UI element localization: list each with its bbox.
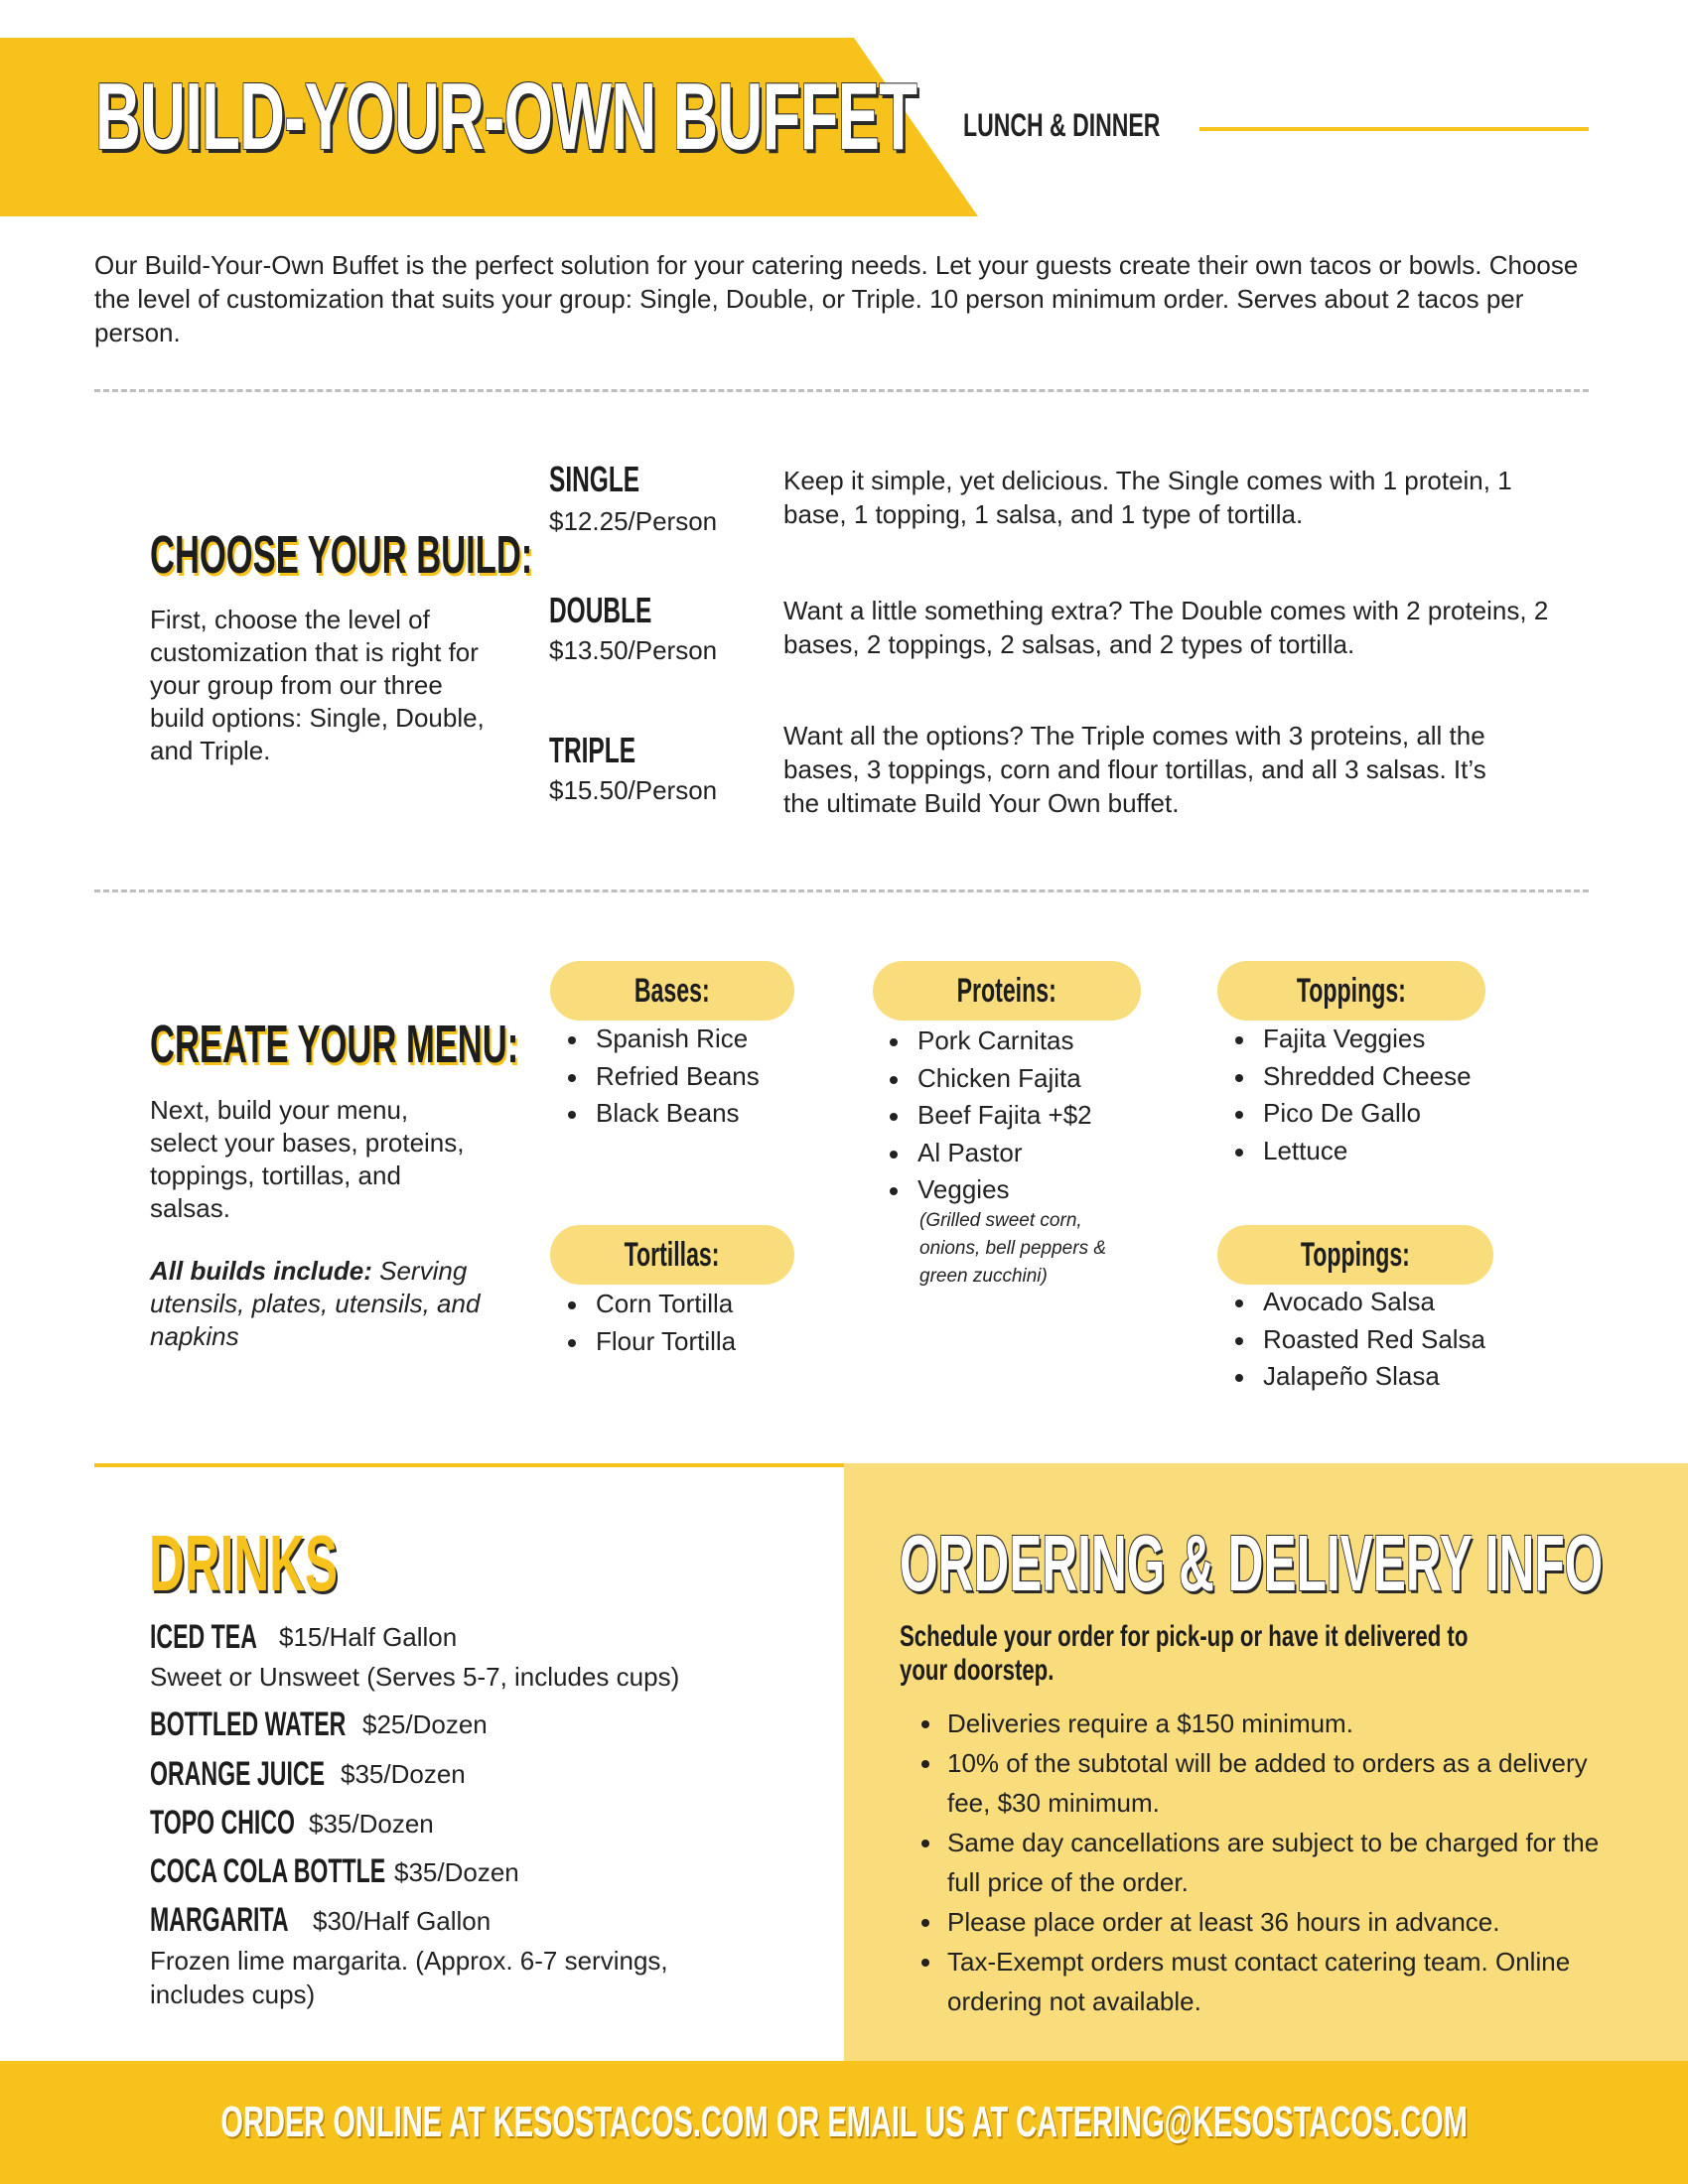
list-item: Flour Tortilla [550, 1323, 808, 1361]
footer-text: ORDER ONLINE AT KESOSTACOS.COM OR EMAIL US AT CATERING@KESOSTACOS.COM [220, 2098, 1468, 2146]
toppings-label: Toppings: [1296, 971, 1406, 1010]
tortillas-label: Tortillas: [625, 1235, 720, 1274]
list-item: Jalapeño Slasa [1217, 1358, 1515, 1396]
drink-name-bottled-water: BOTTLED WATER [150, 1706, 347, 1743]
bases-label: Bases: [634, 971, 710, 1010]
list-item: Deliveries require a $150 minimum. [900, 1704, 1610, 1743]
list-item: Tax-Exempt orders must contact catering team. Online ordering not available. [900, 1942, 1610, 2021]
build-desc-triple: Want all the options? The Triple comes with 3 proteins, all the bases, 3 toppings, corn and flour tortillas, and all 3 salsas. It’s the ultimate Build Your Own buffet. [783, 721, 1486, 818]
page-subtitle: LUNCH & DINNER [963, 107, 1161, 143]
choose-build-heading: CHOOSE YOUR BUILD: [150, 525, 533, 585]
drink-price-iced-tea: $15/Half Gallon [279, 1622, 458, 1652]
page-title: BUILD-YOUR-OWN BUFFET [95, 64, 917, 170]
ordering-lead: Schedule your order for pick-up or have it delivered to your doorstep. [900, 1620, 1469, 1687]
create-menu-note-text: Serving utensils, plates, utensils, and napkins [150, 1256, 481, 1351]
drink-price-topo-chico: $35/Dozen [309, 1809, 434, 1839]
veggies-note: (Grilled sweet corn, onions, bell peppers & green zucchini) [919, 1210, 1107, 1287]
drink-price-orange-juice: $35/Dozen [341, 1759, 466, 1789]
choose-build-text: First, choose the level of customization that is right for your group from our three build options: Single, Double, and Triple. [150, 605, 485, 765]
drink-name-iced-tea: ICED TEA [150, 1618, 257, 1656]
list-item: Al Pastor [872, 1135, 1170, 1172]
header-rule [1199, 127, 1589, 131]
drink-name-margarita: MARGARITA [150, 1901, 289, 1939]
intro-paragraph: Our Build-Your-Own Buffet is the perfect solution for your catering needs. Let your guests create their own tacos or bowls. Choose the level of customization that suits your group: Single, Double, or Triple. 10 person minimum order. Serves about 2 tacos per person. [94, 250, 1579, 347]
build-price-single: $12.25/Person [549, 506, 718, 536]
ordering-heading: ORDERING & DELIVERY INFO [900, 1519, 1604, 1607]
proteins-label: Proteins: [956, 971, 1057, 1010]
build-name-triple: TRIPLE [549, 730, 636, 770]
drink-desc-margarita: Frozen lime margarita. (Approx. 6-7 servings, includes cups) [150, 1946, 668, 2009]
list-item: Refried Beans [550, 1058, 808, 1096]
section-divider [94, 889, 1589, 892]
build-desc-single: Keep it simple, yet delicious. The Single comes with 1 protein, 1 base, 1 topping, 1 salsa, and 1 type of tortilla. [783, 466, 1512, 529]
proteins-list [872, 1023, 1170, 1209]
create-menu-note-label: All builds include: [150, 1256, 372, 1286]
list-item: Pork Carnitas [872, 1023, 1170, 1060]
build-price-triple: $15.50/Person [549, 775, 718, 805]
list-item: Veggies [872, 1171, 1170, 1209]
tortillas-pill [550, 1225, 794, 1285]
toppings-list [1217, 1021, 1515, 1169]
list-item: Beef Fajita +$2 [872, 1097, 1170, 1135]
list-item: Roasted Red Salsa [1217, 1321, 1515, 1359]
section-divider [94, 389, 1589, 392]
list-item: Spanish Rice [550, 1021, 808, 1058]
list-item: Corn Tortilla [550, 1286, 808, 1323]
create-menu-text: Next, build your menu, select your bases, proteins, toppings, tortillas, and salsas. [150, 1095, 465, 1223]
build-name-double: DOUBLE [549, 590, 652, 630]
list-item: Fajita Veggies [1217, 1021, 1515, 1058]
list-item: Black Beans [550, 1095, 808, 1133]
toppings-pill [1217, 961, 1485, 1021]
salsas-pill [1217, 1225, 1493, 1285]
build-price-double: $13.50/Person [549, 635, 718, 665]
tortillas-list [550, 1286, 808, 1360]
drinks-heading: DRINKS [149, 1519, 339, 1607]
salsas-label: Toppings: [1300, 1235, 1410, 1274]
salsas-list [1217, 1284, 1515, 1396]
drink-desc-iced-tea: Sweet or Unsweet (Serves 5-7, includes cups) [150, 1662, 680, 1692]
build-desc-double: Want a little something extra? The Double comes with 2 proteins, 2 bases, 2 toppings, 2 salsas, and 2 types of tortilla. [783, 596, 1549, 659]
list-item: 10% of the subtotal will be added to orders as a delivery fee, $30 minimum. [900, 1743, 1610, 1823]
list-item: Pico De Gallo [1217, 1095, 1515, 1133]
list-item: Chicken Fajita [872, 1060, 1170, 1098]
drink-price-bottled-water: $25/Dozen [362, 1709, 488, 1739]
drink-name-coca-cola: COCA COLA BOTTLE [150, 1852, 386, 1890]
create-menu-note [150, 1255, 488, 1353]
build-name-single: SINGLE [549, 459, 640, 499]
create-menu-heading: CREATE YOUR MENU: [150, 1015, 519, 1074]
proteins-pill [873, 961, 1141, 1021]
drink-price-margarita: $30/Half Gallon [313, 1906, 492, 1936]
footer [0, 2061, 1688, 2184]
drink-name-orange-juice: ORANGE JUICE [150, 1755, 326, 1793]
list-item: Same day cancellations are subject to be charged for the full price of the order. [900, 1823, 1610, 1902]
drink-price-coca-cola: $35/Dozen [394, 1857, 519, 1887]
list-item: Avocado Salsa [1217, 1284, 1515, 1321]
list-item: Shredded Cheese [1217, 1058, 1515, 1096]
list-item: Lettuce [1217, 1133, 1515, 1170]
drinks-rule [94, 1463, 844, 1467]
drink-name-topo-chico: TOPO CHICO [150, 1804, 296, 1842]
ordering-list [900, 1704, 1610, 2021]
bases-pill [550, 961, 794, 1021]
bases-list [550, 1021, 808, 1133]
list-item: Please place order at least 36 hours in advance. [900, 1902, 1610, 1942]
